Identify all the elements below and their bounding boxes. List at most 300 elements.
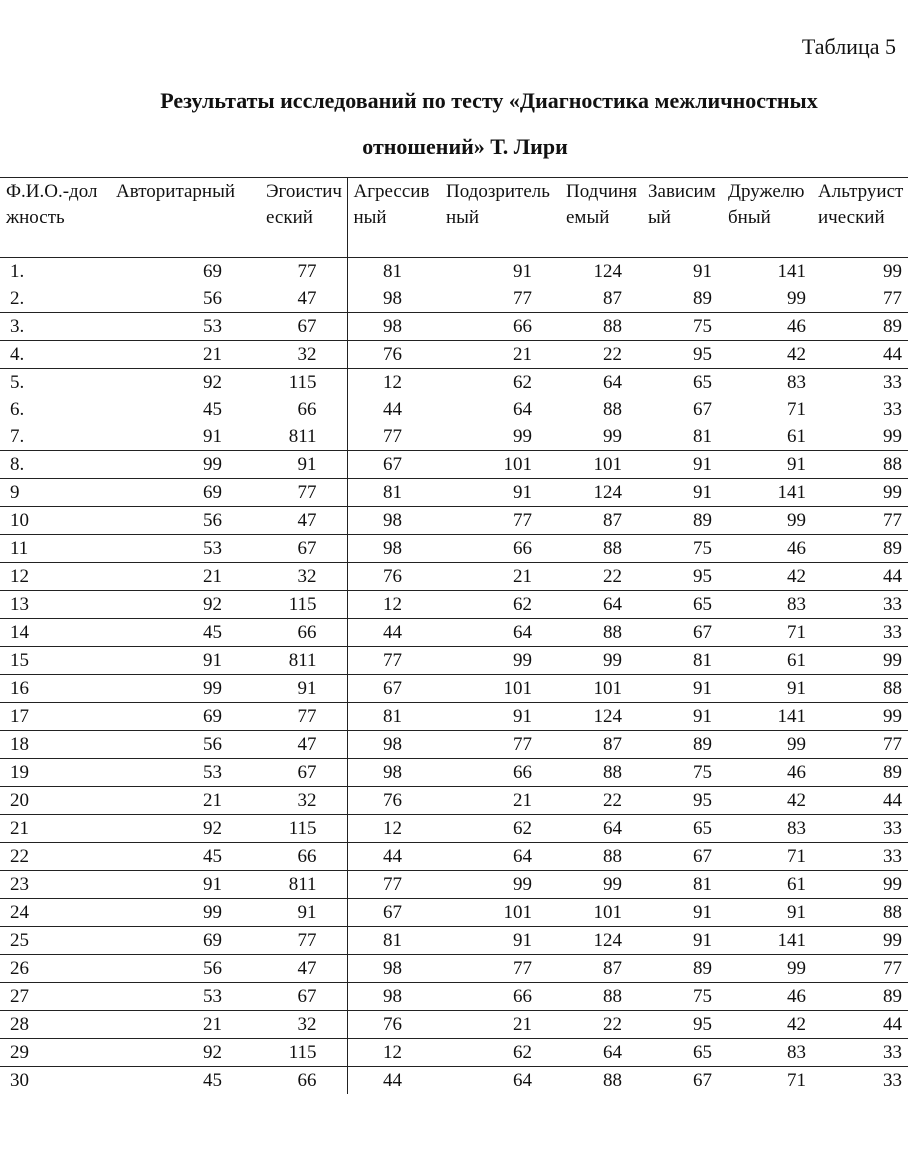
value-cell: 21	[110, 787, 260, 815]
value-cell: 66	[440, 759, 560, 787]
value-cell: 91	[260, 451, 347, 479]
value-cell: 91	[642, 451, 722, 479]
value-cell: 115	[260, 815, 347, 843]
value-cell: 46	[722, 313, 812, 341]
value-cell: 33	[812, 1067, 908, 1095]
table-number-label: Таблица 5	[801, 34, 896, 59]
value-cell: 77	[812, 955, 908, 983]
value-cell: 64	[560, 369, 642, 397]
value-cell: 67	[260, 313, 347, 341]
value-cell: 98	[347, 759, 440, 787]
value-cell: 99	[812, 703, 908, 731]
value-cell: 99	[812, 647, 908, 675]
value-cell: 141	[722, 479, 812, 507]
value-cell: 91	[440, 703, 560, 731]
value-cell: 62	[440, 369, 560, 397]
value-cell: 99	[883, 426, 902, 448]
header-friendly: Дружелюбный	[722, 178, 812, 258]
value-cell: 33	[812, 619, 908, 647]
value-cell: 44	[347, 843, 440, 871]
value-cell: 45	[110, 1067, 260, 1095]
table-row	[0, 647, 908, 675]
value-cell: 45	[110, 843, 260, 871]
value-cell: 811	[288, 426, 317, 448]
value-cell: 141	[722, 927, 812, 955]
row-number-cell: 30	[0, 1067, 110, 1095]
value-cell: 66	[440, 535, 560, 563]
value-cell: 77	[440, 955, 560, 983]
value-cell: 65	[642, 591, 722, 619]
value-cell: 92	[110, 369, 260, 397]
value-cell: 124	[560, 479, 642, 507]
value-cell: 99	[812, 927, 908, 955]
header-submissive: Подчиняемый	[560, 178, 642, 258]
value-cell: 75	[642, 759, 722, 787]
table-row	[0, 423, 908, 451]
value-cell: 33	[812, 843, 908, 871]
value-cell: 61	[787, 426, 806, 448]
row-number-cell: 7.	[10, 426, 25, 448]
value-cell: 89	[812, 759, 908, 787]
value-cell: 91	[440, 479, 560, 507]
value-cell: 21	[110, 1011, 260, 1039]
value-cell: 98	[347, 731, 440, 759]
value-cell: 83	[722, 591, 812, 619]
table-row	[0, 619, 908, 647]
value-cell: 89	[642, 507, 722, 535]
value-cell: 71	[722, 619, 812, 647]
value-cell: 66	[260, 1067, 347, 1095]
value-cell: 101	[560, 675, 642, 703]
value-cell: 65	[642, 815, 722, 843]
value-cell: 77	[347, 423, 440, 451]
value-cell: 91	[440, 927, 560, 955]
value-cell: 98	[347, 313, 440, 341]
value-cell: 53	[110, 983, 260, 1011]
table-row	[0, 341, 908, 369]
value-cell: 64	[440, 843, 560, 871]
value-cell: 21	[440, 1011, 560, 1039]
value-cell: 124	[560, 927, 642, 955]
value-cell: 101	[440, 451, 560, 479]
value-cell: 67	[260, 535, 347, 563]
value-cell: 88	[560, 843, 642, 871]
row-number-cell: 28	[0, 1011, 110, 1039]
header-egoistic: Эгоистический	[260, 178, 347, 258]
value-cell: 91	[440, 258, 560, 286]
value-cell: 67	[347, 899, 440, 927]
value-cell: 44	[347, 619, 440, 647]
value-cell: 46	[722, 983, 812, 1011]
value-cell: 75	[642, 535, 722, 563]
value-cell: 83	[722, 1039, 812, 1067]
value-cell: 53	[110, 759, 260, 787]
value-cell: 87	[560, 955, 642, 983]
value-cell: 77	[260, 703, 347, 731]
table-row	[0, 535, 908, 563]
value-cell: 42	[722, 787, 812, 815]
value-cell: 67	[347, 675, 440, 703]
value-cell: 88	[812, 675, 908, 703]
value-cell: 89	[812, 983, 908, 1011]
table-title-line-2: отношений» Т. Лири	[362, 134, 568, 159]
value-cell: 21	[110, 563, 260, 591]
value-cell: 22	[560, 563, 642, 591]
row-number-cell: 15	[0, 647, 110, 675]
value-cell: 77	[513, 288, 532, 309]
row-number-cell: 26	[0, 955, 110, 983]
header-name-position: Ф.И.О.-должность	[0, 178, 110, 258]
value-cell: 76	[347, 1011, 440, 1039]
value-cell: 91	[260, 675, 347, 703]
value-cell: 45	[110, 619, 260, 647]
value-cell: 53	[110, 535, 260, 563]
value-cell: 62	[440, 591, 560, 619]
value-cell: 69	[110, 479, 260, 507]
value-cell: 88	[560, 535, 642, 563]
row-number-cell: 8.	[0, 451, 110, 479]
table-body	[0, 258, 908, 1095]
table-row	[0, 927, 908, 955]
value-cell: 64	[560, 815, 642, 843]
value-cell: 81	[347, 703, 440, 731]
table-row	[0, 843, 908, 871]
table-row	[0, 675, 908, 703]
table-row	[0, 563, 908, 591]
table-row	[0, 759, 908, 787]
value-cell: 44	[347, 1067, 440, 1095]
value-cell: 56	[203, 288, 222, 309]
value-cell: 89	[812, 535, 908, 563]
row-number-cell: 9	[0, 479, 110, 507]
value-cell: 56	[110, 955, 260, 983]
value-cell: 88	[560, 983, 642, 1011]
row-number-cell: 27	[0, 983, 110, 1011]
value-cell: 44	[812, 1011, 908, 1039]
value-cell: 67	[260, 983, 347, 1011]
value-cell: 33	[883, 399, 902, 421]
value-cell: 92	[110, 1039, 260, 1067]
value-cell: 99	[440, 647, 560, 675]
value-cell: 61	[722, 871, 812, 899]
value-cell: 66	[440, 983, 560, 1011]
value-cell: 99	[603, 426, 622, 448]
value-cell: 88	[560, 759, 642, 787]
table-row	[0, 507, 908, 535]
value-cell: 12	[347, 815, 440, 843]
row-number-cell: 16	[0, 675, 110, 703]
value-cell: 21	[440, 787, 560, 815]
value-cell: 91	[110, 871, 260, 899]
value-cell: 98	[347, 507, 440, 535]
value-cell: 67	[642, 1067, 722, 1095]
value-cell: 91	[642, 899, 722, 927]
value-cell: 77	[812, 507, 908, 535]
value-cell: 101	[440, 675, 560, 703]
table-row	[0, 703, 908, 731]
value-cell: 89	[812, 313, 908, 341]
value-cell: 95	[642, 787, 722, 815]
value-cell: 46	[722, 535, 812, 563]
value-cell: 76	[347, 341, 440, 369]
value-cell: 89	[642, 731, 722, 759]
table-row	[0, 983, 908, 1011]
value-cell: 81	[347, 479, 440, 507]
value-cell: 91	[642, 703, 722, 731]
value-cell: 99	[812, 258, 908, 286]
value-cell: 98	[347, 983, 440, 1011]
value-cell: 62	[440, 1039, 560, 1067]
value-cell: 81	[693, 426, 712, 448]
value-cell: 88	[560, 313, 642, 341]
table-row	[0, 369, 908, 397]
value-cell: 99	[440, 871, 560, 899]
value-cell: 77	[347, 871, 440, 899]
value-cell: 21	[440, 341, 560, 369]
value-cell: 77	[260, 927, 347, 955]
results-table	[0, 177, 908, 1094]
value-cell: 99	[560, 871, 642, 899]
value-cell: 42	[722, 563, 812, 591]
value-cell: 91	[260, 899, 347, 927]
value-cell: 77	[347, 647, 440, 675]
header-suspicious: Подозрительный	[440, 178, 560, 258]
table-row	[0, 313, 908, 341]
value-cell: 64	[440, 619, 560, 647]
value-cell: 75	[642, 313, 722, 341]
value-cell: 81	[347, 927, 440, 955]
table-row	[0, 258, 908, 286]
value-cell: 81	[642, 647, 722, 675]
row-number-cell: 20	[0, 787, 110, 815]
row-number-cell: 23	[0, 871, 110, 899]
value-cell: 67	[642, 843, 722, 871]
table-row	[0, 955, 908, 983]
value-cell: 88	[560, 1067, 642, 1095]
table-row	[0, 1039, 908, 1067]
value-cell: 66	[260, 619, 347, 647]
value-cell: 91	[203, 426, 222, 448]
value-cell: 95	[642, 1011, 722, 1039]
value-cell: 99	[513, 426, 532, 448]
value-cell: 77	[812, 731, 908, 759]
value-cell: 65	[642, 369, 722, 397]
table-row	[0, 731, 908, 759]
value-cell: 22	[560, 1011, 642, 1039]
value-cell: 22	[560, 787, 642, 815]
value-cell: 91	[722, 451, 812, 479]
value-cell: 67	[260, 759, 347, 787]
row-number-cell: 18	[0, 731, 110, 759]
value-cell: 46	[722, 759, 812, 787]
table-row	[0, 591, 908, 619]
value-cell: 77	[440, 731, 560, 759]
value-cell: 32	[260, 787, 347, 815]
value-cell: 89	[693, 288, 712, 309]
value-cell: 88	[812, 451, 908, 479]
value-cell: 99	[110, 675, 260, 703]
value-cell: 42	[722, 341, 812, 369]
value-cell: 91	[722, 899, 812, 927]
value-cell: 115	[260, 1039, 347, 1067]
value-cell: 92	[110, 591, 260, 619]
value-cell: 99	[812, 871, 908, 899]
row-number-cell: 6.	[10, 399, 25, 421]
value-cell: 811	[260, 647, 347, 675]
value-cell: 83	[722, 815, 812, 843]
table-row	[0, 1067, 908, 1095]
table-title-line-1: Результаты исследований по тесту «Диагностика межличностных	[160, 88, 818, 113]
row-number-cell: 4.	[0, 341, 110, 369]
value-cell: 64	[560, 1039, 642, 1067]
row-number-cell: 22	[0, 843, 110, 871]
value-cell: 124	[560, 703, 642, 731]
table-row	[0, 787, 908, 815]
value-cell: 44	[812, 787, 908, 815]
value-cell: 88	[560, 619, 642, 647]
value-cell: 83	[722, 369, 812, 397]
value-cell: 56	[110, 731, 260, 759]
value-cell: 115	[260, 369, 347, 397]
value-cell: 101	[560, 451, 642, 479]
value-cell: 32	[260, 341, 347, 369]
value-cell: 91	[642, 927, 722, 955]
value-cell: 124	[560, 258, 642, 286]
value-cell: 87	[603, 288, 622, 309]
value-cell: 87	[560, 731, 642, 759]
value-cell: 22	[560, 341, 642, 369]
value-cell: 99	[110, 451, 260, 479]
row-number-cell: 25	[0, 927, 110, 955]
value-cell: 32	[260, 1011, 347, 1039]
value-cell: 99	[787, 288, 806, 309]
value-cell: 99	[722, 731, 812, 759]
value-cell: 76	[347, 563, 440, 591]
value-cell: 88	[603, 399, 622, 421]
value-cell: 91	[642, 479, 722, 507]
value-cell: 95	[642, 341, 722, 369]
value-cell: 42	[722, 1011, 812, 1039]
value-cell: 91	[722, 675, 812, 703]
row-number-cell: 5.	[0, 369, 110, 397]
value-cell: 98	[347, 535, 440, 563]
table-row	[0, 396, 908, 423]
row-number-cell: 12	[0, 563, 110, 591]
value-cell: 64	[560, 591, 642, 619]
value-cell: 71	[787, 399, 806, 421]
value-cell: 67	[693, 399, 712, 421]
value-cell: 66	[440, 313, 560, 341]
row-number-cell: 3.	[0, 313, 110, 341]
value-cell: 66	[297, 399, 317, 421]
value-cell: 47	[260, 955, 347, 983]
value-cell: 64	[513, 399, 532, 421]
value-cell: 32	[260, 563, 347, 591]
value-cell: 99	[812, 479, 908, 507]
table-row	[0, 871, 908, 899]
value-cell: 115	[260, 591, 347, 619]
value-cell: 69	[110, 703, 260, 731]
value-cell: 47	[260, 731, 347, 759]
value-cell: 811	[260, 871, 347, 899]
value-cell: 99	[722, 507, 812, 535]
value-cell: 62	[440, 815, 560, 843]
value-cell: 44	[812, 563, 908, 591]
value-cell: 77	[260, 258, 347, 286]
value-cell: 77	[883, 288, 902, 309]
table-row	[0, 451, 908, 479]
value-cell: 99	[560, 647, 642, 675]
row-number-cell: 29	[0, 1039, 110, 1067]
value-cell: 91	[642, 675, 722, 703]
value-cell: 56	[110, 507, 260, 535]
row-number-cell: 24	[0, 899, 110, 927]
value-cell: 12	[347, 591, 440, 619]
value-cell: 64	[440, 1067, 560, 1095]
value-cell: 67	[347, 451, 440, 479]
value-cell: 65	[642, 1039, 722, 1067]
value-cell: 47	[260, 507, 347, 535]
row-number-cell: 14	[0, 619, 110, 647]
table-row	[0, 899, 908, 927]
value-cell: 66	[260, 843, 347, 871]
value-cell: 98	[347, 285, 440, 313]
value-cell: 67	[642, 619, 722, 647]
header-authoritarian: Авторитарный	[110, 178, 260, 258]
value-cell: 21	[110, 341, 260, 369]
value-cell: 33	[812, 815, 908, 843]
value-cell: 101	[560, 899, 642, 927]
value-cell: 99	[110, 899, 260, 927]
value-cell: 71	[722, 1067, 812, 1095]
value-cell: 89	[642, 955, 722, 983]
value-cell: 99	[722, 955, 812, 983]
value-cell: 71	[722, 843, 812, 871]
row-number-cell: 13	[0, 591, 110, 619]
value-cell: 12	[347, 369, 440, 397]
row-number-cell: 2.	[10, 288, 25, 309]
value-cell: 75	[642, 983, 722, 1011]
value-cell: 33	[812, 369, 908, 397]
value-cell: 44	[347, 396, 440, 423]
row-number-cell: 10	[0, 507, 110, 535]
header-altruistic: Альтруистический	[812, 178, 908, 258]
value-cell: 47	[297, 288, 317, 309]
value-cell: 76	[347, 787, 440, 815]
row-number-cell: 19	[0, 759, 110, 787]
value-cell: 44	[812, 341, 908, 369]
value-cell: 81	[347, 258, 440, 286]
header-dependent: Зависимый	[642, 178, 722, 258]
table-header-row	[0, 178, 908, 258]
header-aggressive: Агрессивный	[347, 178, 440, 258]
value-cell: 98	[347, 955, 440, 983]
value-cell: 87	[560, 507, 642, 535]
value-cell: 33	[812, 591, 908, 619]
value-cell: 92	[110, 815, 260, 843]
value-cell: 81	[642, 871, 722, 899]
value-cell: 91	[110, 647, 260, 675]
row-number-cell: 21	[0, 815, 110, 843]
row-number-cell: 11	[0, 535, 110, 563]
value-cell: 88	[812, 899, 908, 927]
table-row	[0, 285, 908, 313]
value-cell: 101	[440, 899, 560, 927]
value-cell: 141	[722, 703, 812, 731]
value-cell: 95	[642, 563, 722, 591]
value-cell: 77	[260, 479, 347, 507]
value-cell: 77	[440, 507, 560, 535]
